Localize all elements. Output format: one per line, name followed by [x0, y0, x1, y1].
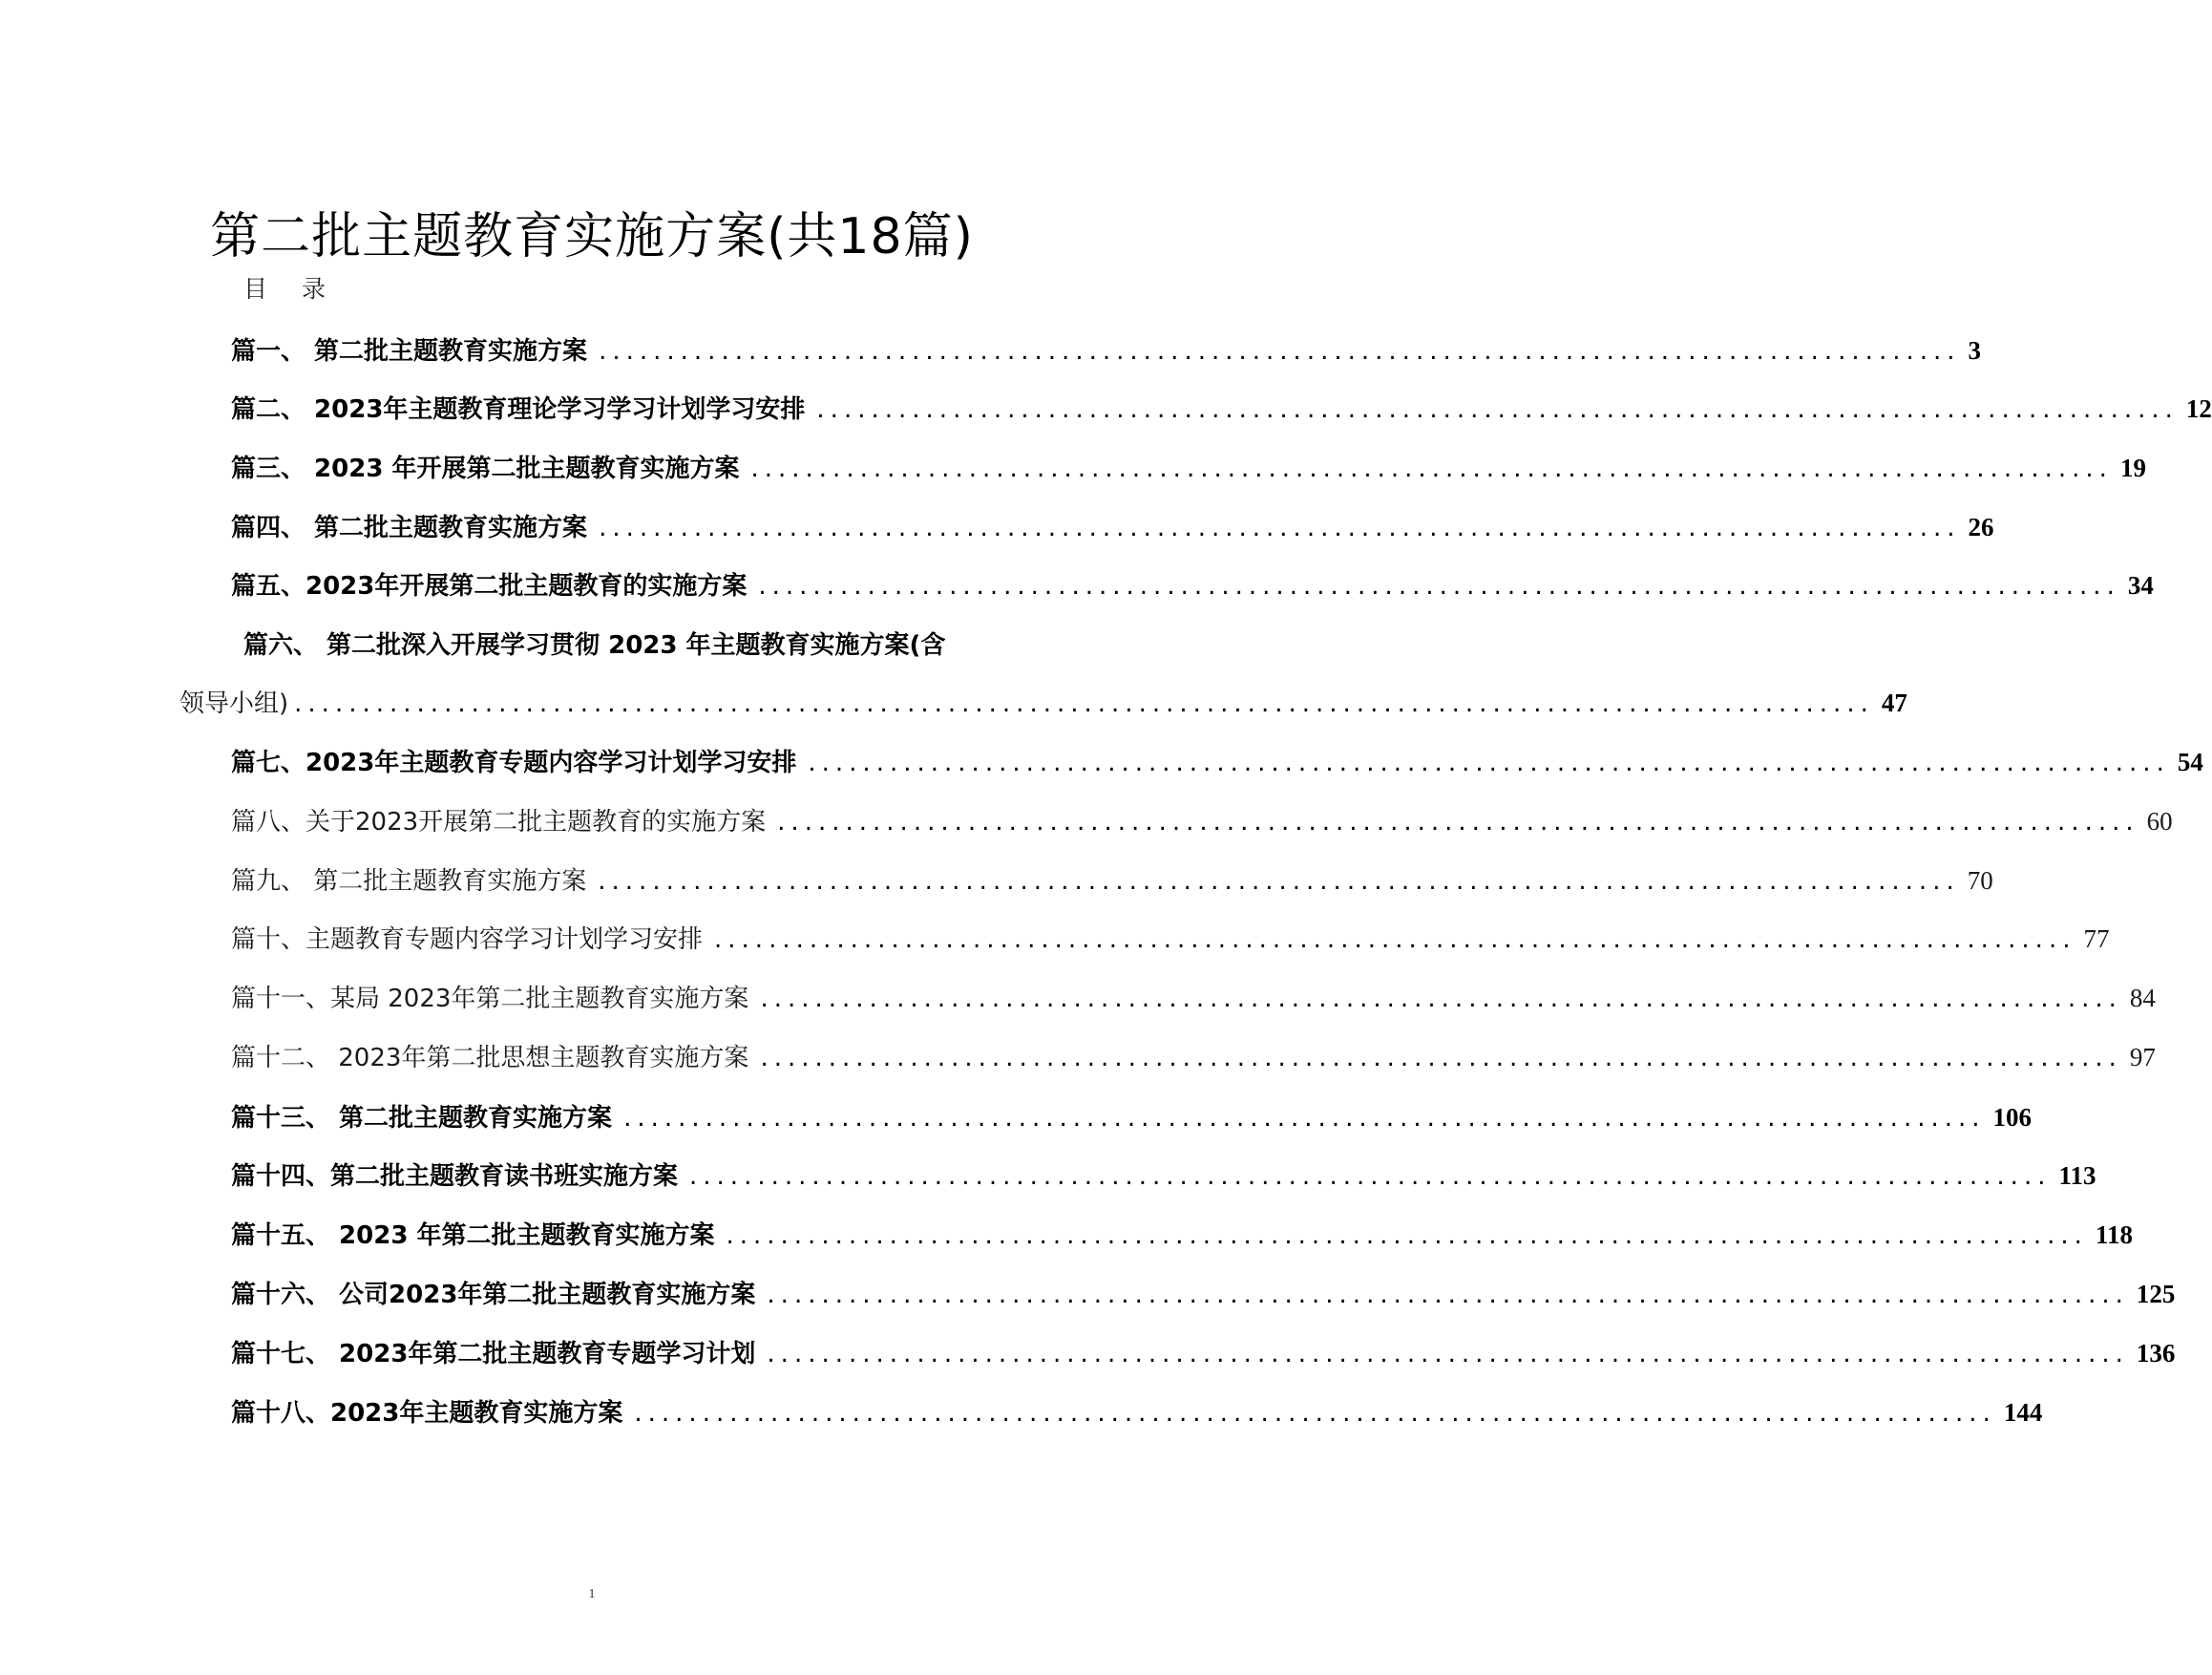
toc-entry-page: 26	[1968, 513, 1994, 541]
toc-entry-label: 篇八、关于2023开展第二批主题教育的实施方案	[231, 808, 767, 837]
toc-leader-dots: ....................................................................................................	[714, 925, 2076, 954]
toc-entry-label: 篇十一、某局 2023年第二批主题教育实施方案	[231, 985, 749, 1013]
toc-leader-dots: ....................................................................................................	[808, 749, 2170, 777]
toc-entry-label: 篇十五、 2023 年第二批主题教育实施方案	[231, 1221, 715, 1250]
toc-entry-label: 领导小组)	[179, 689, 289, 718]
toc-entry[interactable]	[231, 1156, 2096, 1195]
toc-leader-dots: ....................................................................................................	[599, 514, 1961, 542]
toc-entry-page: 34	[2127, 571, 2154, 600]
toc-heading: 目录	[243, 275, 361, 303]
toc-entry-page: 113	[2058, 1161, 2096, 1190]
toc-entry-label: 篇十、主题教育专题内容学习计划学习安排	[231, 925, 704, 954]
toc-entry[interactable]	[231, 979, 2156, 1017]
toc-entry-page: 19	[2119, 454, 2146, 482]
toc-leader-dots: ....................................................................................................	[777, 808, 2139, 837]
toc-leader-dots: ....................................................................................................	[598, 867, 1960, 896]
toc-entry-page: 54	[2177, 748, 2203, 776]
toc-entry[interactable]	[231, 566, 2154, 604]
toc-leader-dots: ....................................................................................................	[767, 1340, 2129, 1368]
toc-entry-page: 3	[1968, 336, 1982, 365]
toc-entry-label: 篇四、 第二批主题教育实施方案	[231, 514, 588, 542]
toc-entry[interactable]	[231, 331, 1982, 370]
toc-entry-label: 篇十三、 第二批主题教育实施方案	[231, 1104, 613, 1133]
toc-entry-page: 60	[2146, 807, 2173, 836]
toc-entry-page: 84	[2129, 984, 2156, 1012]
toc-entry-label: 篇十八、2023年主题教育实施方案	[231, 1399, 623, 1428]
toc-entry-page: 125	[2136, 1280, 2176, 1308]
toc-entry[interactable]	[231, 390, 2212, 428]
toc-entry-page: 70	[1967, 866, 1993, 895]
toc-entry-label: 篇一、 第二批主题教育实施方案	[231, 337, 588, 366]
toc-leader-dots: ....................................................................................................	[758, 572, 2120, 601]
toc-entry-label: 篇十四、第二批主题教育读书班实施方案	[231, 1162, 679, 1191]
toc-entry[interactable]	[231, 920, 2110, 958]
toc-entry-page: 97	[2129, 1043, 2156, 1071]
toc-entry-page: 118	[2095, 1220, 2133, 1249]
toc-entry-page: 47	[1881, 689, 1907, 717]
toc-leader-dots: ....................................................................................................	[760, 985, 2122, 1013]
toc-leader-dots: ....................................................................................................	[816, 395, 2179, 424]
toc-entry-label: 篇二、 2023年主题教育理论学习学习计划学习安排	[231, 395, 806, 424]
toc-leader-dots: ....................................................................................................	[760, 1044, 2122, 1072]
toc-entry[interactable]	[231, 1334, 2176, 1372]
toc-entry[interactable]	[231, 1216, 2133, 1254]
toc-entry[interactable]	[231, 449, 2146, 487]
toc-entry[interactable]	[231, 1098, 2033, 1136]
toc-entry-label: 篇五、2023年开展第二批主题教育的实施方案	[231, 572, 748, 601]
toc-entry-label: 篇十六、 公司2023年第二批主题教育实施方案	[231, 1281, 756, 1309]
toc-entry-page: 12	[2185, 394, 2212, 423]
toc-leader-dots: ....................................................................................................................	[294, 689, 1874, 718]
toc-entry-label: 篇十二、 2023年第二批思想主题教育实施方案	[231, 1044, 749, 1072]
toc-entry-page: 106	[1992, 1103, 2033, 1132]
toc-entry[interactable]	[231, 802, 2173, 840]
toc-entry[interactable]	[231, 861, 1993, 900]
toc-entry[interactable]	[231, 1275, 2176, 1313]
toc-entry-label: 篇九、 第二批主题教育实施方案	[231, 867, 587, 896]
toc-entry[interactable]	[231, 508, 1994, 546]
toc-entry-wrapped-line1[interactable]: 篇六、 第二批深入开展学习贯彻 2023 年主题教育实施方案(含	[243, 631, 946, 660]
page-number: 1	[588, 1587, 596, 1601]
document-title: 第二批主题教育实施方案(共18篇)	[210, 207, 974, 265]
toc-leader-dots: ....................................................................................................	[726, 1221, 2088, 1250]
toc-entry[interactable]	[231, 743, 2203, 781]
toc-entry-wrapped-line2[interactable]	[179, 684, 1907, 723]
toc-entry-label: 篇三、 2023 年开展第二批主题教育实施方案	[231, 455, 740, 483]
toc-entry-page: 144	[2003, 1398, 2043, 1427]
toc-leader-dots: ....................................................................................................	[634, 1399, 1996, 1428]
toc-entry[interactable]	[231, 1393, 2043, 1431]
toc-entry-label: 篇七、2023年主题教育专题内容学习计划学习安排	[231, 749, 797, 777]
toc-entry-page: 136	[2136, 1339, 2176, 1368]
toc-leader-dots: ....................................................................................................	[599, 337, 1961, 366]
toc-leader-dots: ....................................................................................................	[689, 1162, 2052, 1191]
toc-leader-dots: ....................................................................................................	[623, 1104, 1986, 1133]
toc-entry-label: 篇十七、 2023年第二批主题教育专题学习计划	[231, 1340, 756, 1368]
toc-leader-dots: ....................................................................................................	[750, 455, 2113, 483]
toc-entry[interactable]	[231, 1038, 2156, 1076]
toc-leader-dots: ....................................................................................................	[767, 1281, 2129, 1309]
toc-entry-page: 77	[2083, 924, 2110, 953]
